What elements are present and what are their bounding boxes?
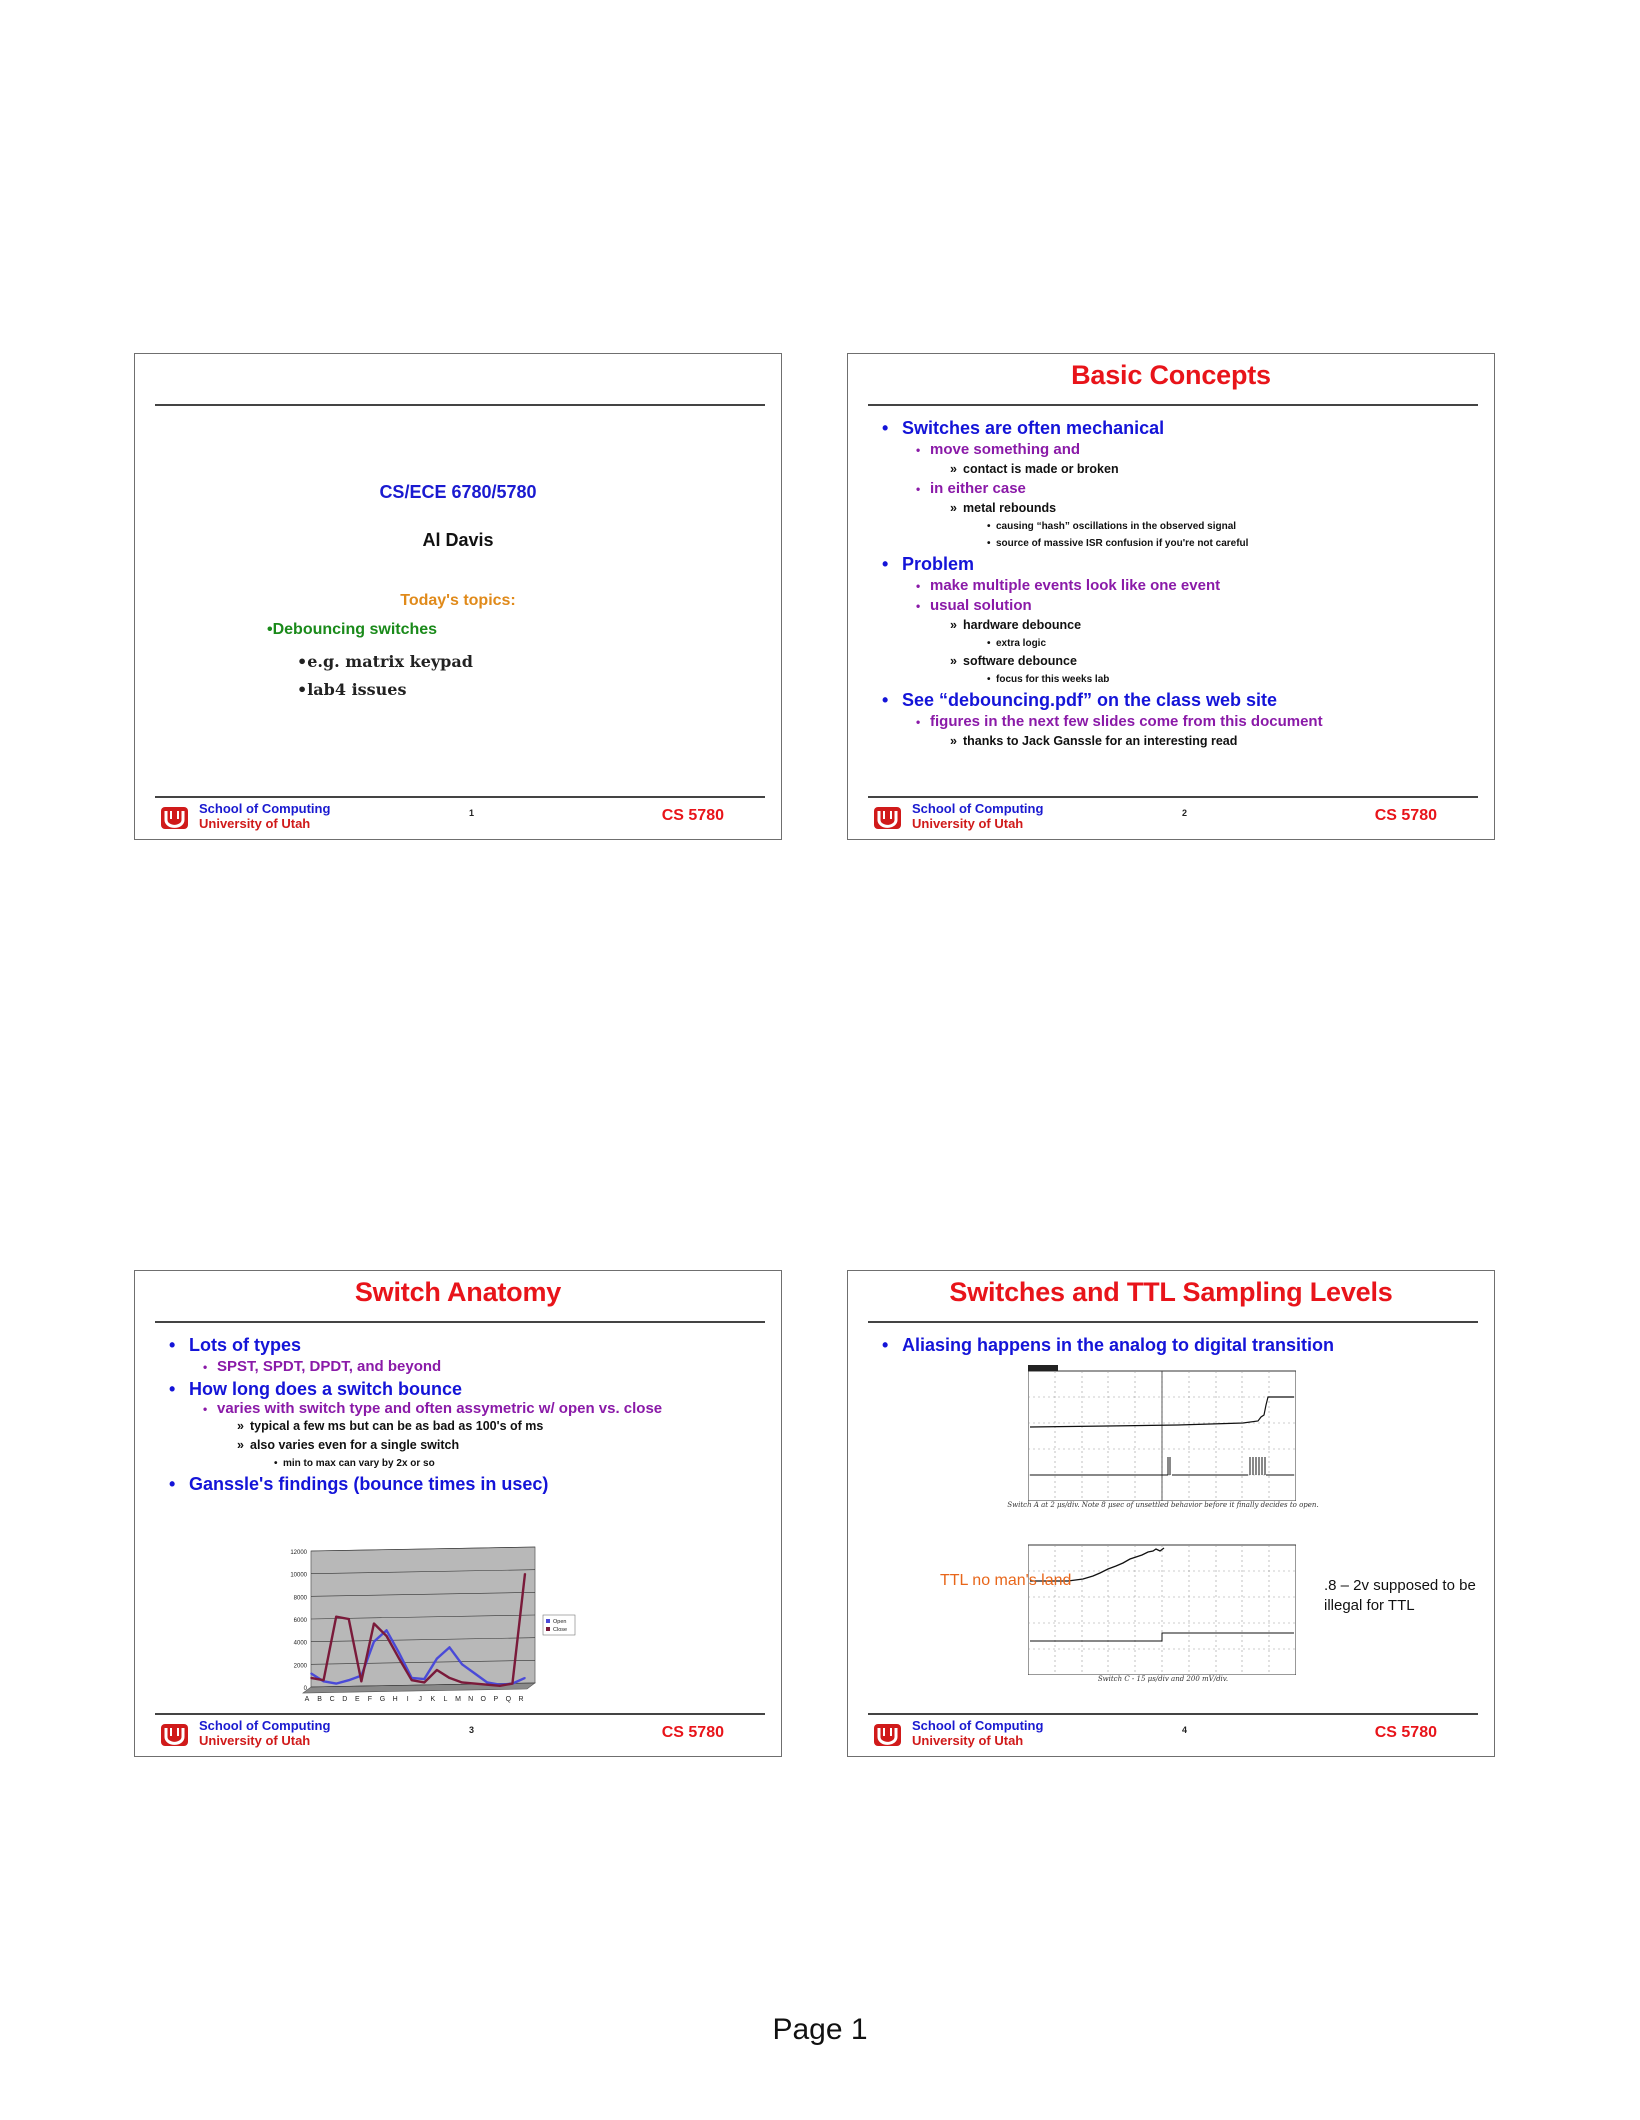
data-point	[348, 1679, 350, 1681]
page-label: Page 1	[772, 2013, 868, 2046]
slide-footer	[135, 1714, 781, 1754]
slide-footer	[848, 797, 1494, 837]
bullet-l2: • figures in the next few slides come from this document	[876, 712, 1480, 732]
data-point	[411, 1679, 413, 1681]
slide-footer	[135, 797, 781, 837]
oscilloscope-trace-a	[1028, 1365, 1296, 1501]
title-rule	[155, 1321, 765, 1323]
course-code: CS 5780	[661, 1724, 724, 1741]
bullet-l2: • SPST, SPDT, DPDT, and beyond	[163, 1357, 767, 1377]
data-point	[486, 1684, 488, 1686]
data-point	[449, 1677, 451, 1679]
bullet-l4: • source of massive ISR confusion if you're not careful	[876, 535, 1480, 552]
topic-item: •Debouncing switches	[267, 621, 438, 638]
bullet-l3: » typical a few ms but can be as bad as 100's of ms	[163, 1417, 767, 1436]
school-name: School of Computing University of Utah	[912, 1718, 1044, 1748]
data-point	[461, 1682, 463, 1684]
bullet-l3: » metal rebounds	[876, 499, 1480, 518]
bullet-l2: • in either case	[876, 479, 1480, 499]
scope-c-caption: Switch C - 15 μs/div and 200 mV/div.	[1097, 1675, 1229, 1683]
course-code: CS 5780	[661, 807, 724, 824]
x-tick-label: I	[406, 1696, 409, 1703]
slide-body	[876, 416, 1480, 751]
data-point	[524, 1573, 526, 1575]
legend-label: Open	[553, 1619, 567, 1625]
slide-number: 1	[469, 808, 475, 818]
x-tick-label: N	[468, 1696, 474, 1703]
bullet-l1: • Ganssle's findings (bounce times in usec)	[163, 1472, 767, 1496]
data-point	[486, 1682, 488, 1684]
bullet-l1: • See “debouncing.pdf” on the class web site	[876, 688, 1480, 712]
data-point	[310, 1673, 312, 1675]
title-rule	[868, 1321, 1478, 1323]
data-point	[423, 1678, 425, 1680]
slide-title: Basic Concepts	[1071, 360, 1271, 390]
bullet-l1: • Switches are often mechanical	[876, 416, 1480, 440]
ttl-no-mans-land-label: TTL no man's land	[940, 1572, 1072, 1589]
y-tick-label: 2000	[293, 1663, 307, 1670]
x-tick-label: K	[430, 1696, 436, 1703]
bullet-l2: • make multiple events look like one event	[876, 576, 1480, 596]
data-point	[386, 1630, 388, 1632]
x-tick-label: G	[379, 1696, 386, 1703]
data-point	[373, 1623, 375, 1625]
ttl-illegal-range-note: .8 – 2v supposed to be illegal for TTL	[1324, 1577, 1476, 1614]
data-point	[512, 1683, 514, 1685]
legend-swatch	[546, 1619, 550, 1623]
bullet-l4: • extra logic	[876, 635, 1480, 652]
slide-2	[847, 353, 1495, 840]
x-tick-label: B	[317, 1696, 322, 1703]
bullet-l1: • Lots of types	[163, 1333, 767, 1357]
x-tick-label: A	[304, 1696, 310, 1703]
data-point	[449, 1647, 451, 1649]
y-tick-label: 6000	[293, 1618, 307, 1624]
utah-logo-icon	[161, 807, 188, 829]
topic-item: •lab4 issues	[297, 680, 407, 699]
bullet-l3: » hardware debounce	[876, 616, 1480, 635]
bullet-l4: • focus for this weeks lab	[876, 671, 1480, 688]
legend-label: Close	[553, 1627, 568, 1633]
data-point	[335, 1616, 337, 1618]
y-tick-label: 12000	[290, 1550, 307, 1556]
slide-1	[134, 353, 782, 840]
slide-body	[876, 1333, 1480, 1357]
data-point	[474, 1683, 476, 1685]
data-point	[436, 1669, 438, 1671]
data-point	[398, 1658, 400, 1660]
y-tick-label: 0	[303, 1686, 307, 1692]
slide-4	[847, 1270, 1495, 1757]
data-point	[436, 1658, 438, 1660]
bullet-l2: • move something and	[876, 440, 1480, 460]
scope-a-caption: Switch A at 2 μs/div. Note 8 μsec of unsettled behavior before it finally decides to open.	[1007, 1501, 1319, 1509]
data-point	[461, 1664, 463, 1666]
school-name: School of Computing University of Utah	[912, 801, 1044, 831]
x-tick-label: H	[392, 1696, 398, 1703]
title-rule	[868, 404, 1478, 406]
data-point	[398, 1652, 400, 1654]
school-name: School of Computing University of Utah	[199, 1718, 331, 1748]
x-tick-label: C	[329, 1696, 335, 1703]
slide-body	[163, 1333, 767, 1496]
x-tick-label: E	[355, 1696, 360, 1703]
x-tick-label: J	[418, 1696, 423, 1703]
data-point	[310, 1677, 312, 1679]
bullet-l2: • varies with switch type and often assymetric w/ open vs. close	[163, 1401, 767, 1417]
bullet-l1: • How long does a switch bounce	[163, 1377, 767, 1401]
y-tick-label: 10000	[290, 1572, 307, 1579]
data-point	[335, 1683, 337, 1685]
bullet-l2: • usual solution	[876, 596, 1480, 616]
bounce-times-chart	[275, 1543, 579, 1713]
data-point	[361, 1681, 363, 1683]
y-tick-label: 4000	[293, 1640, 307, 1647]
slide-number: 3	[469, 1725, 475, 1735]
bullet-l3: » software debounce	[876, 652, 1480, 671]
data-point	[423, 1682, 425, 1684]
x-tick-label: R	[518, 1696, 524, 1703]
course-code: CS 5780	[1374, 1724, 1437, 1741]
data-point	[348, 1618, 350, 1620]
data-point	[524, 1677, 526, 1679]
slide-number: 2	[1182, 808, 1188, 818]
x-tick-label: P	[493, 1696, 499, 1703]
x-tick-label: O	[480, 1696, 486, 1703]
x-tick-label: F	[367, 1696, 373, 1703]
oscilloscope-trace-c	[1028, 1539, 1296, 1675]
utah-logo-icon	[874, 807, 901, 829]
utah-logo-icon	[874, 1724, 901, 1746]
data-point	[386, 1635, 388, 1637]
author-name: Al Davis	[422, 530, 494, 550]
x-tick-label: D	[342, 1696, 348, 1703]
utah-logo-icon	[161, 1724, 188, 1746]
slide-title: Switch Anatomy	[354, 1277, 562, 1307]
slide-title: Switches and TTL Sampling Levels	[949, 1277, 1393, 1307]
bullet-l4: • causing “hash” oscillations in the observed signal	[876, 518, 1480, 535]
slide-3	[134, 1270, 782, 1757]
bullet-l1: • Aliasing happens in the analog to digital transition	[876, 1333, 1480, 1357]
topics-heading: Today's topics:	[400, 592, 516, 609]
title-rule	[155, 404, 765, 406]
school-name: School of Computing University of Utah	[199, 801, 331, 831]
data-point	[323, 1679, 325, 1681]
data-point	[373, 1641, 375, 1643]
x-tick-label: L	[443, 1696, 448, 1703]
legend-swatch	[546, 1627, 550, 1631]
x-tick-label: M	[455, 1696, 461, 1703]
bullet-l3: » thanks to Jack Ganssle for an interesting read	[876, 732, 1480, 751]
bullet-l4: • min to max can vary by 2x or so	[163, 1455, 767, 1472]
y-tick-label: 8000	[293, 1595, 307, 1602]
data-point	[474, 1673, 476, 1675]
bullet-l3: » also varies even for a single switch	[163, 1436, 767, 1455]
course-code: CS 5780	[1374, 807, 1437, 824]
x-tick-label: Q	[505, 1696, 512, 1703]
topic-item: •e.g. matrix keypad	[297, 652, 473, 671]
bullet-l3: » contact is made or broken	[876, 460, 1480, 479]
bullet-l1: • Problem	[876, 552, 1480, 576]
data-point	[499, 1685, 501, 1687]
course-title: CS/ECE 6780/5780	[379, 482, 537, 502]
slide-number: 4	[1182, 1725, 1188, 1735]
slide-footer	[848, 1714, 1494, 1754]
